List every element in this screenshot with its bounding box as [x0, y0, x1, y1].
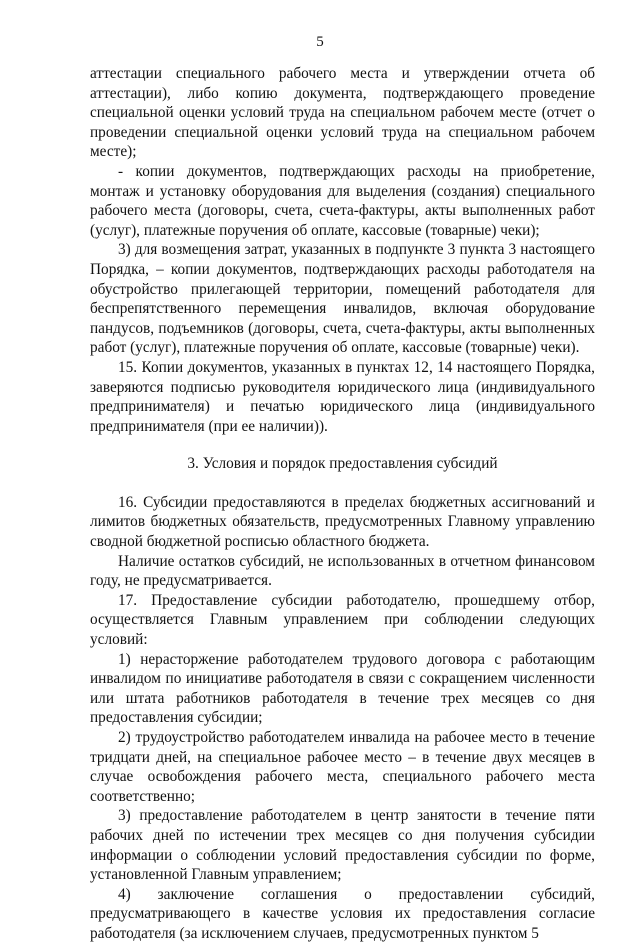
page-number: 5 — [316, 34, 324, 50]
paragraph-condition-1: 1) нерасторжение работодателем трудового договора с работающим инвалидом по инициативе работодателя в связи с сокращением численности или штата работников работодателя в течение трех месяцев со дня предоставления субсидии; — [90, 650, 595, 727]
paragraph-item-15: 15. Копии документов, указанных в пунктах 12, 14 настоящего Порядка, заверяются подписью руководителя юридического лица (индивидуального предпринимателя) и печатью юридического лица (индивидуального предпринимателя (при ее наличии)). — [90, 358, 595, 435]
paragraph-territory-costs: 3) для возмещения затрат, указанных в подпункте 3 пункта 3 настоящего Порядка, – копии документов, подтверждающих расходы работодателя на обустройство прилегающей территории, помещений работодателя для беспрепятственного перемещения инвалидов, включая оборудование пандусов, подъемников (договоры, счета, счета-фактуры, акты выполненных работ (услуг), платежные поручения об оплате, кассовые (товарные) чеки). — [90, 241, 595, 357]
paragraph-item-16: 16. Субсидии предоставляются в пределах бюджетных ассигнований и лимитов бюджетных обязательств, предусмотренных Главному управлению сводной бюджетной росписью областного бюджета. — [90, 493, 595, 551]
paragraph-attestation-continuation: аттестации специального рабочего места и утверждении отчета об аттестации), либо копию документа, подтверждающего проведение специальной оценки условий труда на специальном рабочем месте (отчет о проведении специальной оценки условий труда на специальном рабочем месте); — [90, 65, 595, 161]
paragraph-condition-3: 3) предоставление работодателем в центр занятости в течение пяти рабочих дней по истечении трех месяцев со дня получения субсидии информации о соблюдении условий предоставления субсидии по форме, установленной Главным управлением; — [90, 807, 595, 884]
paragraph-condition-4: 4) заключение соглашения о предоставлении субсидий, предусматривающего в качестве условия их предоставления согласие работодателя (за исключением случаев, предусмотренных пунктом 5 — [90, 885, 595, 942]
document-body — [90, 64, 595, 944]
paragraph-subsidy-remainder: Наличие остатков субсидий, не использованных в отчетном финансовом году, не предусматривается. — [90, 552, 595, 590]
paragraph-item-17: 17. Предоставление субсидии работодателю, прошедшему отбор, осуществляется Главным управлением при соблюдении следующих условий: — [90, 591, 595, 649]
paragraph-equipment-documents: - копии документов, подтверждающих расходы на приобретение, монтаж и установку оборудования для выделения (создания) специального рабочего места (договоры, счета, счета-фактуры, акты выполненных работ (услуг), платежные поручения об оплате, кассовые (товарные) чеки); — [90, 162, 595, 239]
paragraph-condition-2: 2) трудоустройство работодателем инвалида на рабочее место в течение тридцати дней, на специальное рабочее место – в течение двух месяцев в случае освобождения рабочего места, специального рабочего места соответственно; — [90, 729, 595, 805]
section-heading: 3. Условия и порядок предоставления субсидий — [187, 455, 498, 473]
